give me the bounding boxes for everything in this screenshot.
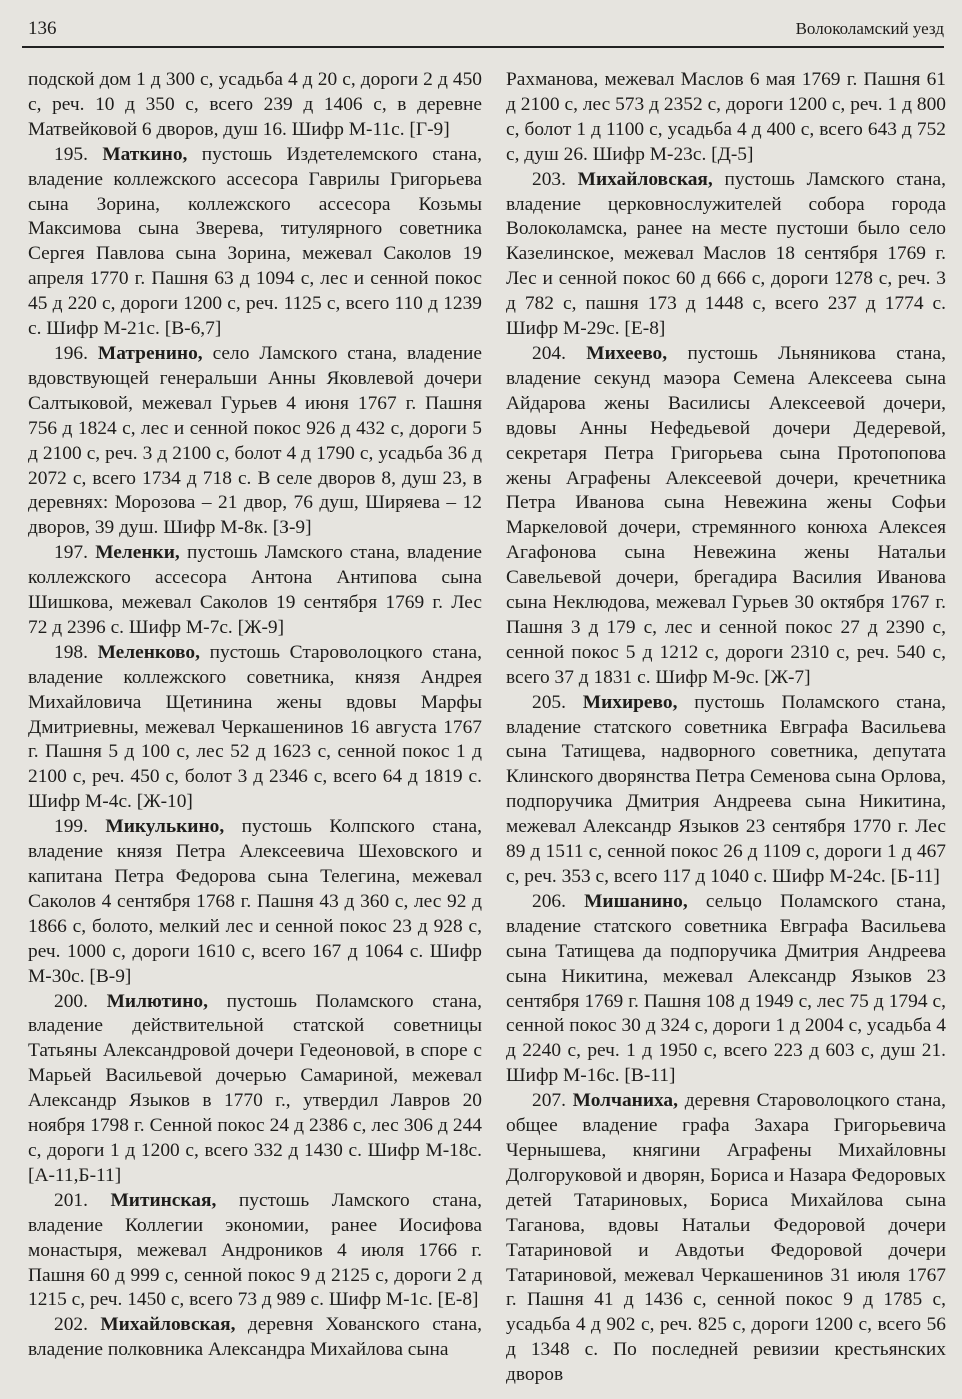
entry-number: 207. [532,1090,566,1112]
entry-number: 205. [532,691,566,713]
entry-description: сельцо Поламского стана, владение статского советника Евграфа Васильева сына Татищева да подпоручика Дмитрия Андреева сына Никитина, межевал Александр Языков 23 сентября 1769 г. Пашня 108 д 1949 с, лес 75 д 1794 с, сенной покос 30 д 324 с, дороги 1 д 2004 с, усадьба 4 д 2240 с, реч. 1 д 1950 с, всего 223 д 603 с, душ 21. Шифр М-16с. [В-11] [506,890,946,1087]
entry-description: деревня Староволоцкого стана, общее владение графа Захара Григорьевича Чернышева, княгини Аграфены Михайловны Долгоруковой и дворян, Бориса и Назара Федоровых детей Татариновых, Бориса Михайлова сына Таганова, вдовы Натальи Федоровой дочери Татариновой и Авдотьи Федоровой дочери Татариновой, межевал Черкашенинов 31 июля 1767 г. Пашня 41 д 1436 с, сенной покос 9 д 1785 с, усадьба 4 д 902 с, реч. 825 с, дороги 1200 с, всего 56 д 1348 с. По последней ревизии крестьянских дворов [506,1090,946,1386]
right-column [506,68,946,1388]
gazetteer-entry [506,890,946,1089]
continuation-text: подской дом 1 д 300 с, усадьба 4 д 20 с, дороги 2 д 450 с, реч. 10 д 350 с, всего 239 д 1406 с, в деревне Матвейковой 6 дворов, душ 16. Шифр М-11с. [Г-9] [28,69,482,140]
entry-number: 196. [54,342,88,364]
gazetteer-entry [506,168,946,342]
entry-description: пустошь Ламского стана, владение коллежского ассесора Антона Антипова сына Шишкова, межевал Саколов 19 сентября 1769 г. Лес 72 д 2396 с. Шифр М-7с. [Ж-9] [28,542,482,638]
entry-list [506,168,946,1388]
entry-number: 198. [54,641,88,663]
entry-description: пустошь Льняникова стана, владение секунд маэора Семена Алексеева сына Айдарова жены Василисы Алексеевой дочери, вдовы Анны Нефедьевой дочери Дедеревой, секретаря Петра Григорьева сына Протопопова жены Аграфены Алексеевой дочери, кречетника Петра Иванова сына Невежина жены Софьи Маркеловой дочери, стремянного конюха Алексея Агафонова сына Невежина жены Натальи Савельевой дочери, брегадира Василия Иванова сына Неклюдова, межевал Гурьев 30 октября 1767 г. Пашня 3 д 179 с, лес и сенной покос 27 д 2390 с, сенной покос 5 д 1212 с, дороги 2310 с, реч. 540 с, всего 37 д 1831 с. Шифр М-9с. [Ж-7] [506,342,946,688]
gazetteer-entry [506,691,946,890]
page-header [22,14,944,44]
entry-description: деревня Хованского стана, владение полковника Александра Михайлова сына [28,1314,482,1361]
entry-description: пустошь Издетелемского стана, владение коллежского ассесора Гаврилы Григорьева сына Зорина, коллежского ассесора Козьмы Максимова сына Зверева, титулярного советника Сергея Павлова сына Зорина, межевал Саколов 19 апреля 1770 г. Пашня 63 д 1094 с, лес и сенной покос 45 д 220 с, дороги 1200 с, реч. 1125 с, всего 110 д 1239 с. Шифр М-21с. [В-6,7] [28,143,482,340]
entry-place-name: Михирево, [582,691,678,713]
entry-description: село Ламского стана, владение вдовствующей генеральши Анны Яковлевой дочери Салтыковой, межевал Гурьев 4 июня 1767 г. Пашня 756 д 1824 с, лес и сенной покос 926 д 432 с, дороги 5 д 2100 с, реч. 3 д 2100 с, болот 4 д 1790 с, усадьба 36 д 2072 с, всего 1734 д 718 с. В селе дворов 8, душ 23, в деревнях: Морозова – 21 двор, 76 душ, Ширяева – 12 дворов, 39 душ. Шифр М-8к. [З-9] [28,342,482,539]
gazetteer-entry [28,1313,482,1363]
gazetteer-entry [28,815,482,989]
entry-place-name: Матренино, [97,342,203,364]
entry-place-name: Маткино, [102,143,188,165]
entry-description: пустошь Староволоцкого стана, владение коллежского советника, князя Андрея Михайловича Щетинина жены вдовы Марфы Дмитриевны, межевал Черкашенинов 16 августа 1767 г. Пашня 5 д 100 с, лес 52 д 1623 с, сенной покос 1 д 2100 с, реч. 450 с, болот 3 д 2346 с, всего 64 д 1819 с. Шифр М-4с. [Ж-10] [28,641,482,813]
gazetteer-entry [28,990,482,1189]
running-head: Волоколамский уезд [795,19,944,38]
entry-description: пустошь Ламского стана, владение Коллегии экономии, ранее Иосифова монастыря, межевал Андроников 4 июля 1766 г. Пашня 60 д 999 с, сенной покос 9 д 2125 с, дороги 2 д 1215 с, реч. 1450 с, всего 73 д 989 с. Шифр М-1с. [Е-8] [28,1189,482,1311]
entry-description: пустошь Ламского стана, владение церковнослужителей собора города Волоколамска, ранее на месте пустоши было село Казелинское, межевал Маслов 18 сентября 1769 г. Лес и сенной покос 60 д 666 с, дороги 1278 с, реч. 3 д 782 с, пашня 173 д 1448 с, всего 237 д 1774 с. Шифр М-29с. [Е-8] [506,168,946,340]
entry-place-name: Меленки, [95,542,180,564]
gazetteer-entry [28,541,482,641]
page-number: 136 [28,18,57,39]
entry-description: пустошь Колпского стана, владение князя Петра Алексеевича Шеховского и капитана Петра Федорова сына Телегина, межевал Саколов 4 сентября 1768 г. Пашня 43 д 360 с, лес 92 д 1866 с, болото, мелкий лес и сенной покос 23 д 928 с, реч. 1000 с, дороги 1610 с, всего 167 д 1064 с. Шифр М-30с. [В-9] [28,816,482,987]
entry-number: 201. [54,1189,88,1211]
entry-number: 199. [54,816,88,838]
gazetteer-entry [28,143,482,342]
gazetteer-entry [28,342,482,541]
entry-number: 197. [54,542,88,564]
entry-place-name: Мишанино, [584,890,688,912]
entry-place-name: Милютино, [106,990,208,1012]
entry-number: 195. [54,143,88,165]
entry-place-name: Михеево, [586,342,668,364]
left-column [28,68,482,1363]
entry-place-name: Михайловская, [577,168,713,190]
entry-place-name: Микулькино, [105,816,225,838]
entry-number: 203. [532,168,566,190]
entry-number: 200. [54,990,88,1012]
entry-place-name: Митинская, [110,1189,217,1211]
gazetteer-entry [28,641,482,815]
gazetteer-entry [506,1089,946,1388]
entry-description: пустошь Поламского стана, владение действительной статской советницы Татьяны Александровой дочери Гедеоновой, в споре с Марьей Васильевой дочерью Самариной, межевал Александр Языков в 1770 г., утвердил Лавров 20 ноября 1798 г. Сенной покос 24 д 2386 с, лес 306 д 244 с, дороги 1 д 1200 с, всего 332 д 1430 с. Шифр М-18с. [А-11,Б-11] [28,990,482,1186]
continuation-text: Рахманова, межевал Маслов 6 мая 1769 г. Пашня 61 д 2100 с, лес 573 д 2352 с, дороги 1200 с, реч. 1 д 800 с, болот 1 д 1100 с, усадьба 4 д 400 с, всего 643 д 752 с, душ 26. Шифр М-23с. [Д-5] [506,69,946,165]
entry-description: пустошь Поламского стана, владение статского советника Евграфа Васильева сына Татищева, надворного советника, депутата Клинского дворянства Петра Семенова сына Орлова, подпоручика Дмитрия Андреева сына Никитина, межевал Александр Языков 23 сентября 1770 г. Лес 89 д 1511 с, сенной покос 26 д 1109 с, дороги 1 д 467 с, реч. 353 с, всего 117 д 1040 с. Шифр М-24с. [Б-11] [506,691,946,887]
gazetteer-entry [506,342,946,691]
entry-place-name: Меленково, [97,641,200,663]
entry-number: 206. [532,890,566,912]
entry-list [28,143,482,1363]
header-rule [22,46,944,48]
entry-number: 202. [54,1314,88,1336]
entry-place-name: Молчаниха, [572,1090,678,1112]
entry-place-name: Михайловская, [100,1314,236,1336]
gazetteer-entry [28,1189,482,1314]
entry-number: 204. [532,342,566,364]
